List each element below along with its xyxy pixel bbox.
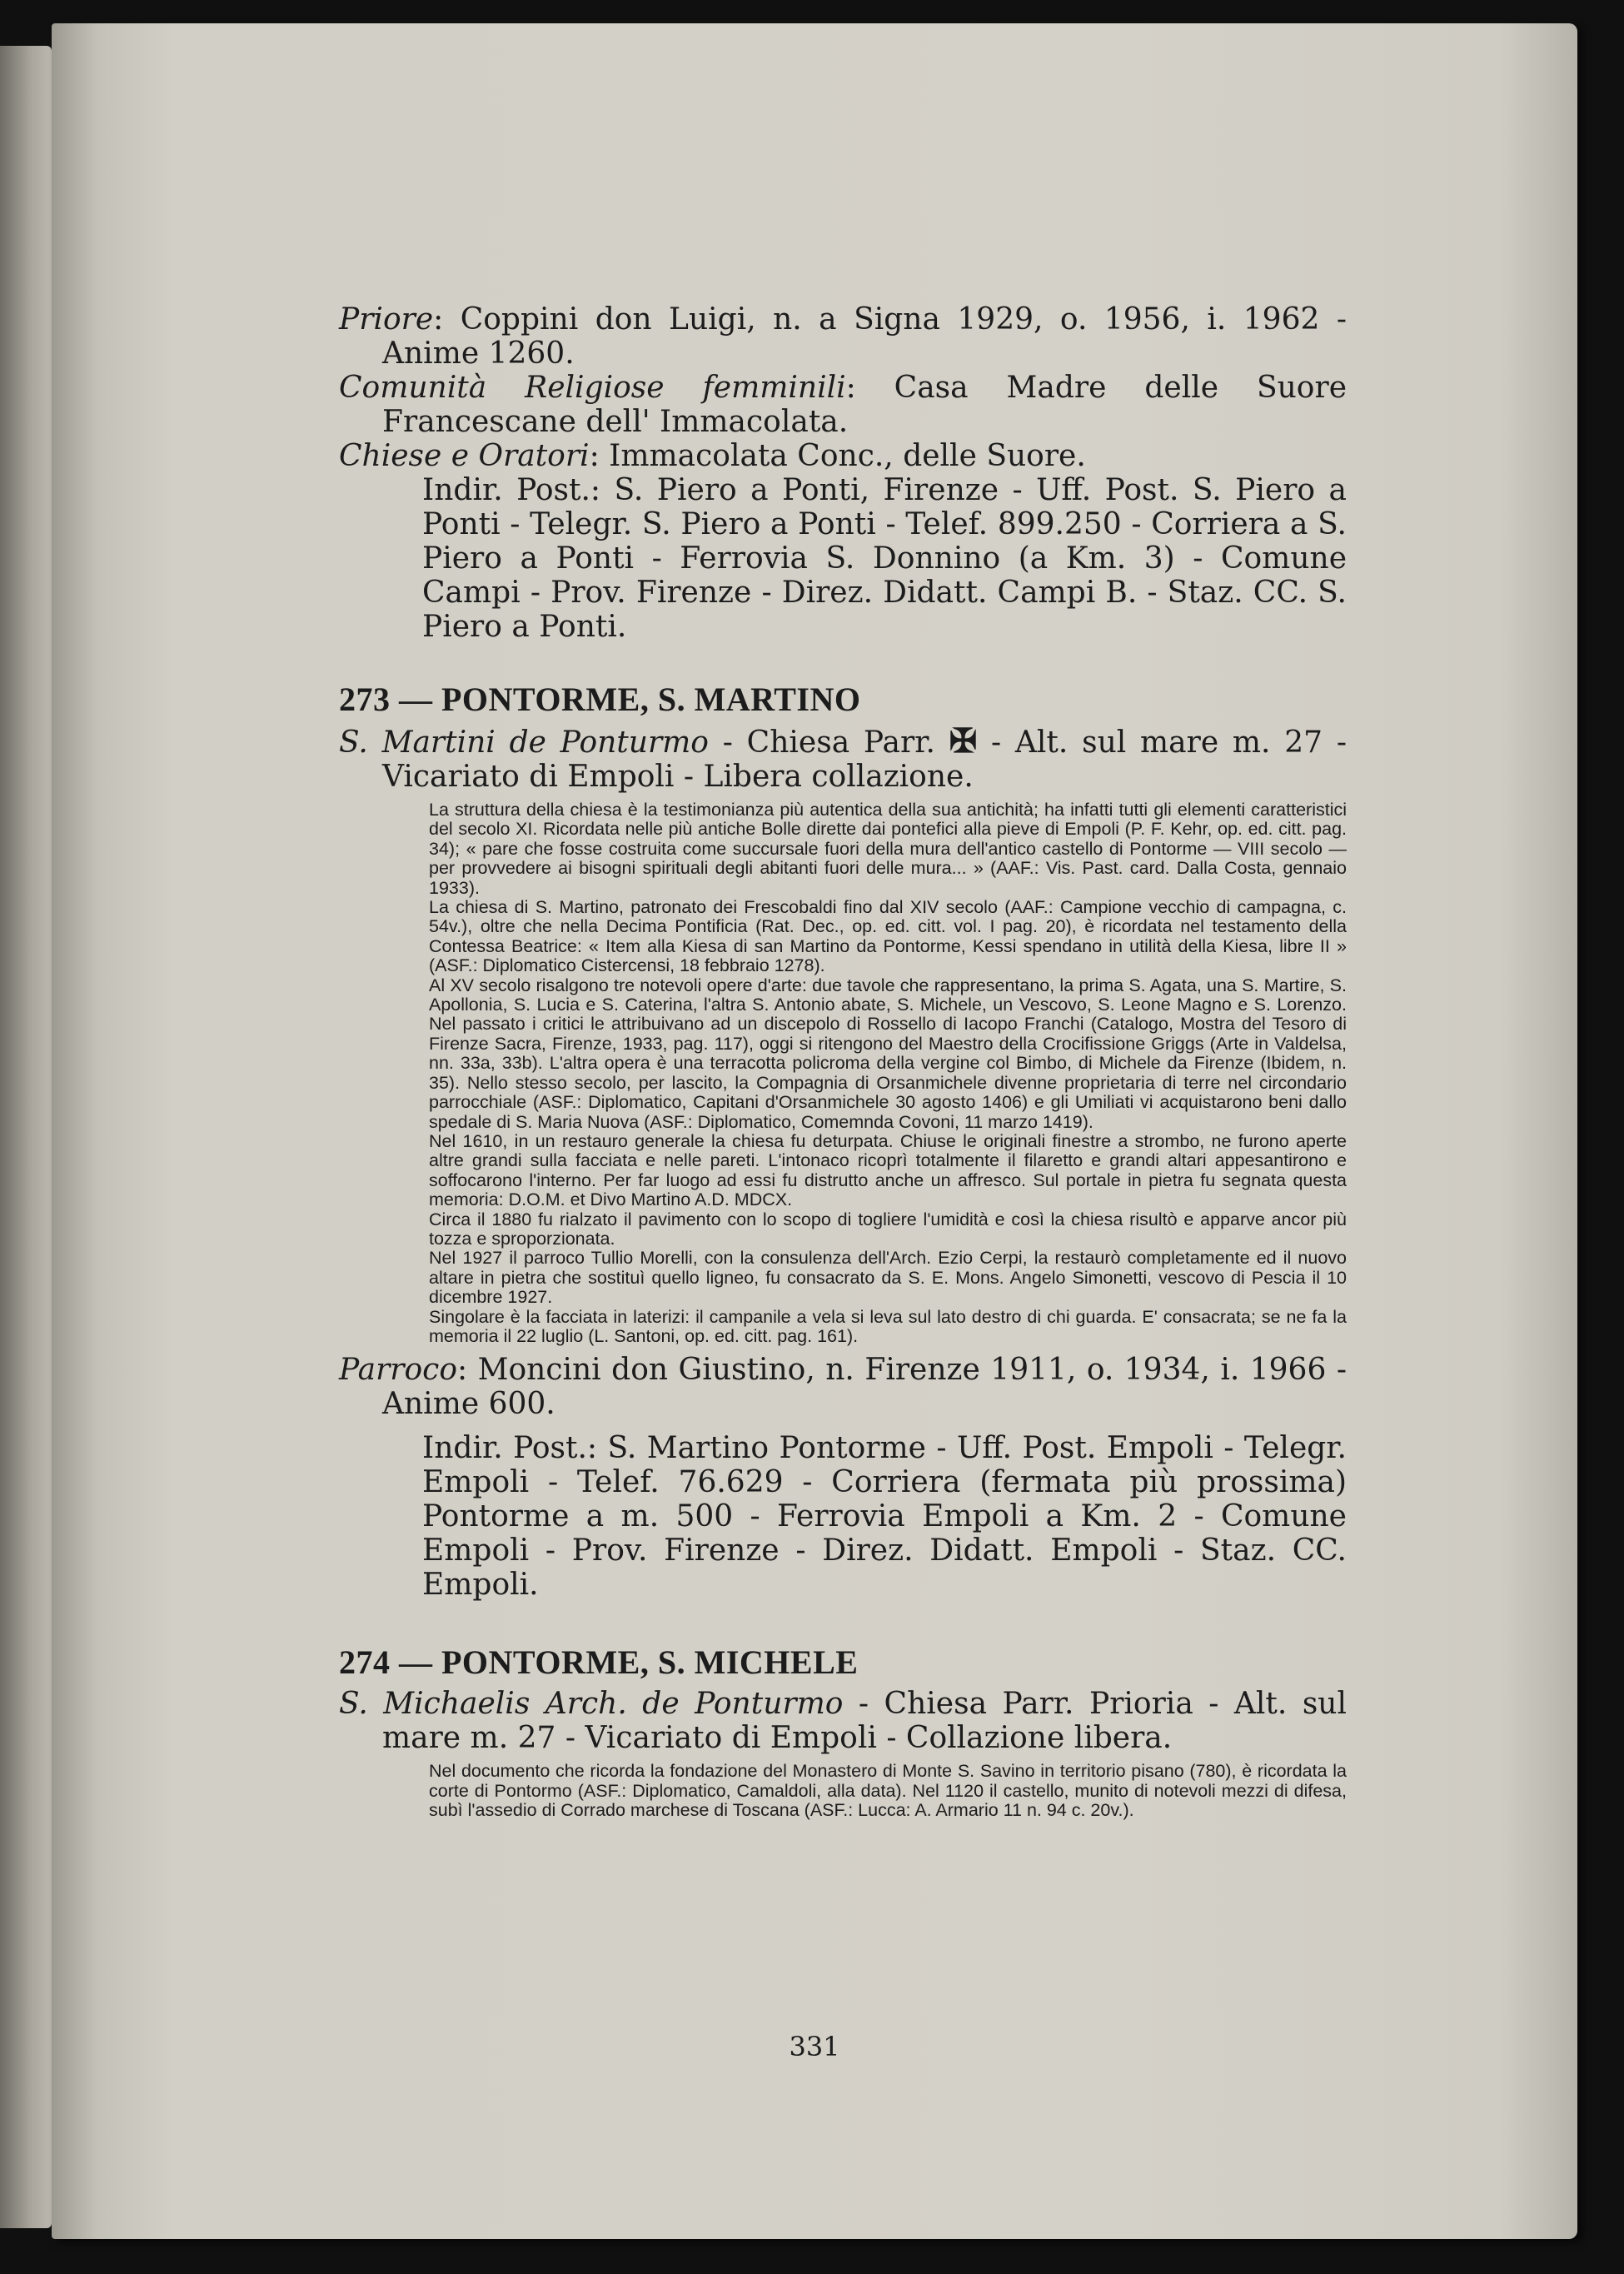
priore-label: Priore — [339, 302, 434, 337]
section-274-notes — [429, 1762, 1347, 1820]
page-number: 331 — [789, 2031, 840, 2062]
priore-text: : Coppini don Luigi, n. a Signa 1929, o. 1956, i. 1962 - Anime 1260. — [382, 302, 1347, 371]
note-paragraph: Circa il 1880 fu rialzato il pavimento con lo scopo di togliere l'umidità e così la chiesa risultò e apparve ancor più tozza e sproporzionata. — [429, 1209, 1347, 1249]
note-paragraph: Al XV secolo risalgono tre notevoli opere d'arte: due tavole che rappresentano, la prima S. Agata, una S. Martire, S. Apollonia, S. Lucia e S. Caterina, l'altra S. Antonio abate, S. Michele, un Vescovo, S. Leone Magno e S. Lorenzo. Nel passato i critici le attribuivano ad un discepolo di Rossello di Iacopo Franchi (Catalogo, Mostra del Tesoro di Firenze Sacra, Firenze, 1933, pag. 117), oggi si ritengono del Maestro della Crocifissione Griggs (Arte in Valdelsa, nn. 33a, 33b). L'altra opera è una terracotta policroma della vergine col Bimbo, di Michele da Firenze (Ibidem, n. 35). Nello stesso secolo, per lascito, la Compagnia di Orsanmichele divenne proprietaria di terre nel circondario parrocchiale (ASF.: Diplomatico, Capitani d'Orsanmichele 30 agosto 1406) e gli Umiliati vi acquistarono beni dallo spedale di S. Maria Nuova (ASF.: Diplomatico, Comemnda Covoni, 11 marzo 1419). — [429, 975, 1347, 1132]
comunita-text: : Casa Madre delle Suore Francescane dell' Immacolata. — [382, 371, 1347, 439]
note-paragraph: Nel 1610, in un restauro generale la chiesa fu deturpata. Chiuse le originali finestre a strombo, ne furono aperte altre grandi sulla facciata e nelle pareti. L'intonaco ricoprì totalmente il filaretto e grandi altari appesantirono e soffocarono l'interno. Per far luogo ad essi fu distrutto anche un affresco. Sul portale in pietra fu segnata questa memoria: D.O.M. et Divo Martino A.D. MDCX. — [429, 1130, 1347, 1210]
note-paragraph: Nel documento che ricorda la fondazione del Monastero di Monte S. Savino in territorio pisano (780), è ricordata la corte di Pontormo (ASF.: Diplomatico, Camaldoli, alla data). Nel 1120 il castello, munito di notevoli mezzi di difesa, subì l'assedio di Corrado marchese di Toscana (ASF.: Lucca: A. Armario 11 n. 94 c. 20v.). — [429, 1761, 1347, 1821]
parroco-label: Parroco — [339, 1353, 457, 1388]
page-content — [339, 302, 1347, 1828]
parish-cross-icon: ✠ — [949, 721, 978, 760]
parish-272-continuation — [339, 302, 1347, 644]
intro-273-b: - Alt. sul mare m. 27 - Vicariato di Empoli - Libera collazione. — [382, 726, 1347, 794]
intro-274: - Chiesa Parr. Prioria - Alt. sul mare m. 27 - Vicariato di Empoli - Collazione libera. — [382, 1687, 1347, 1756]
chiese-entry — [339, 439, 1347, 473]
section-274-intro — [339, 1687, 1347, 1755]
latin-name-274: S. Michaelis Arch. de Ponturmo — [339, 1687, 844, 1722]
address-block: Indir. Post.: S. Piero a Ponti, Firenze - Uff. Post. S. Piero a Ponti - Telegr. S. Piero a Ponti - Telef. 899.250 - Corriera a S. Piero a Ponti - Ferrovia S. Donnino (a Km. 3) - Comune Campi - Prov. Firenze - Direz. Didatt. Campi B. - Staz. CC. S. Piero a Ponti. — [422, 473, 1347, 644]
parroco-text: : Moncini don Giustino, n. Firenze 1911, o. 1934, i. 1966 - Anime 600. — [382, 1353, 1347, 1422]
section-273-intro — [339, 721, 1347, 794]
intro-273-a: - Chiesa Parr. — [708, 726, 949, 760]
comunita-entry — [339, 371, 1347, 439]
chiese-label: Chiese e Oratori — [339, 439, 590, 473]
book-page — [52, 23, 1577, 2239]
section-273-notes — [429, 800, 1347, 1346]
note-paragraph: Singolare è la facciata in laterizi: il campanile a vela si leva sul lato destro di chi guarda. E' consacrata; se ne fa la memoria il 22 luglio (L. Santoni, op. ed. citt. pag. 161). — [429, 1306, 1347, 1346]
previous-page-edge — [0, 46, 52, 2228]
comunita-label: Comunità Religiose femminili — [339, 371, 846, 405]
priore-entry — [339, 302, 1347, 371]
note-paragraph: La chiesa di S. Martino, patronato dei Frescobaldi fino dal XIV secolo (AAF.: Campione vecchio di campagna, c. 54v.), oltre che nella Decima Pontificia (Rat. Dec., op. ed. citt. vol. I pag. 20), è ricordata nel testamento della Contessa Beatrice: « Item alla Kiesa di san Martino da Pontorme, Kessi spendano in utilità della Kiesa, libre II » (ASF.: Diplomatico Cistercensi, 18 febbraio 1278). — [429, 897, 1347, 976]
parroco-entry — [339, 1353, 1347, 1421]
chiese-text: : Immacolata Conc., delle Suore. — [589, 439, 1086, 473]
address-block-273: Indir. Post.: S. Martino Pontorme - Uff. Post. Empoli - Telegr. Empoli - Telef. 76.629 - Corriera (fermata più prossima) Pontorme a m. 500 - Ferrovia Empoli a Km. 2 - Comune Empoli - Prov. Firenze - Direz. Didatt. Empoli - Staz. CC. Empoli. — [422, 1431, 1347, 1603]
note-paragraph: Nel 1927 il parroco Tullio Morelli, con la consulenza dell'Arch. Ezio Cerpi, la restaurò completamente ed il nuovo altare in pietra che sostituì quello ligneo, fu consacrato da S. E. Mons. Angelo Simonetti, vescovo di Pescia il 10 dicembre 1927. — [429, 1248, 1347, 1308]
section-274-heading: 274 — PONTORME, S. MICHELE — [339, 1643, 859, 1682]
note-paragraph: La struttura della chiesa è la testimonianza più autentica della sua antichità; ha infatti tutti gli elementi caratteristici del secolo XI. Ricordata nelle più antiche Bolle dirette dai pontefici alla pieve di Empoli (P. F. Kehr, op. ed. citt. pag. 34); « pare che fosse costruita come succursale fuori della mura dell'antico castello di Pontorme — VIII secolo — per provvedere ai bisogni spirituali degli abitanti fuori delle mura... » (AAF.: Vis. Past. card. Dalla Costa, gennaio 1933). — [429, 800, 1347, 898]
latin-name-273: S. Martini de Ponturmo — [339, 726, 709, 760]
section-273-heading: 273 — PONTORME, S. MARTINO — [339, 681, 861, 718]
